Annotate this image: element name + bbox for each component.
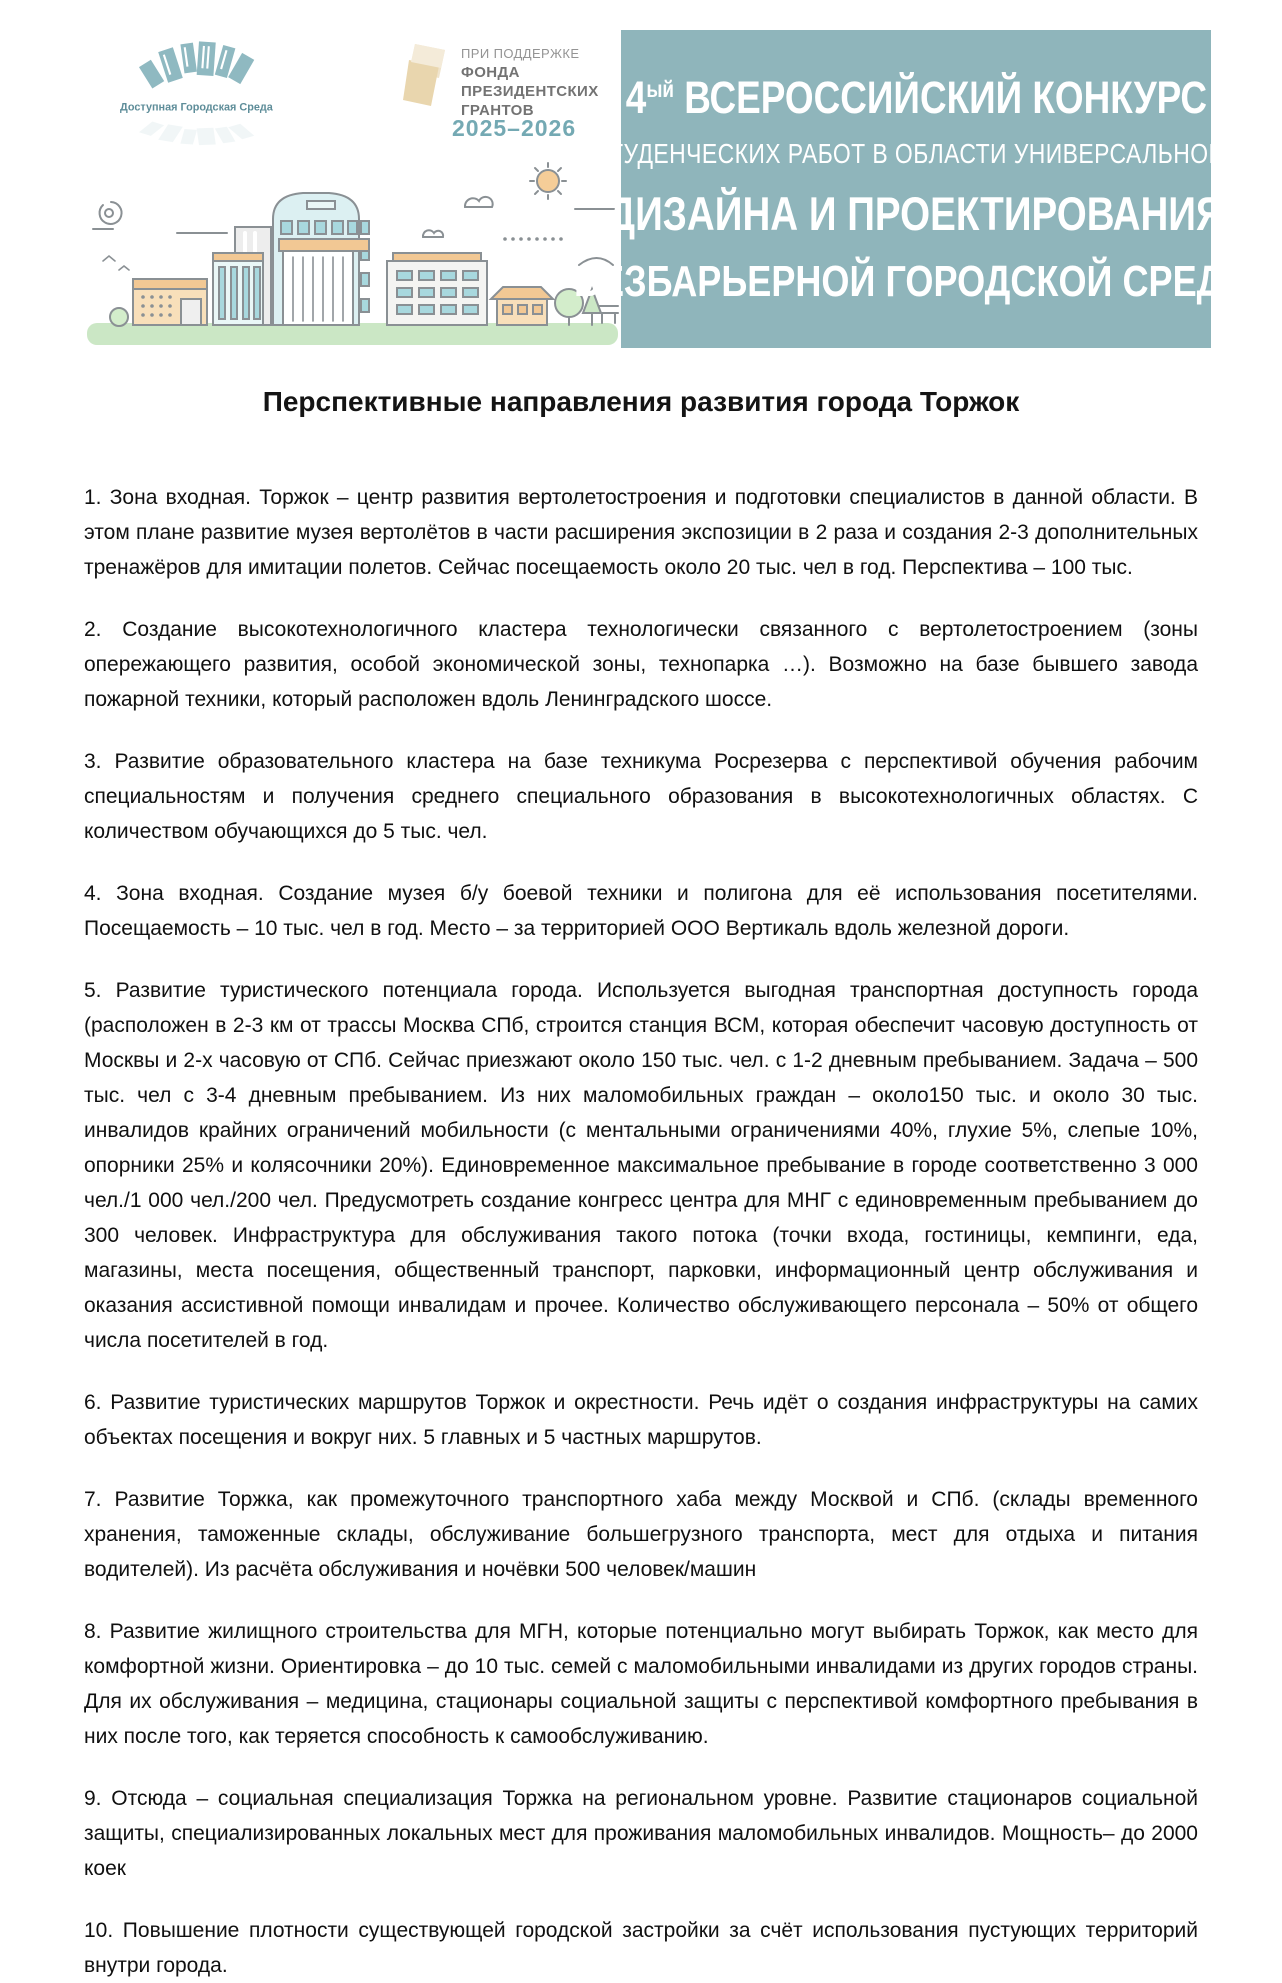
grants-grants-word: ГРАНТОВ — [461, 102, 534, 119]
paragraph-3: 3. Развитие образовательного кластера на базе техникума Росрезерва с перспективой обучения рабочим специальностям и получения среднего специального образования в высокотехнологичных областях. С количеством обучающихся до 5 тыс. чел. — [84, 750, 1198, 843]
grants-support-label: ПРИ ПОДДЕРЖКЕ — [461, 46, 580, 61]
paragraph-10: 10. Повышение плотности существующей городской застройки за счёт использования пустующих территорий внутри города. — [84, 1919, 1198, 1977]
city-logo-label: Доступная Городская Среда — [120, 101, 273, 114]
document-body — [0, 386, 1282, 1983]
contest-number-suffix: ый — [645, 75, 674, 102]
contest-banner — [574, 30, 1258, 348]
banner-line-1 — [625, 72, 1206, 124]
paragraph-4: 4. Зона входная. Создание музея б/у боевой техники и полигона для её использования посетителями. Посещаемость – 10 тыс. чел в год. Место – за территорией ООО Вертикаль вдоль железной дороги. — [84, 882, 1198, 940]
document-header — [0, 0, 1282, 352]
city-illustration — [85, 143, 620, 351]
banner-line-2: СТУДЕНЧЕСКИХ РАБОТ В ОБЛАСТИ УНИВЕРСАЛЬНОГО — [593, 137, 1239, 169]
banner-line-1-text: ВСЕРОССИЙСКИЙ КОНКУРС — [673, 71, 1207, 123]
banner-line-4: БЕЗБАРЬЕРНОЙ ГОРОДСКОЙ СРЕДЫ — [574, 256, 1258, 306]
paragraph-9: 9. Отсюда – социальная специализация Торжка на региональном уровне. Развитие стационаров социальной защиты, специализированных локальных мест для проживания маломобильных инвалидов. Мощность– до 2000 коек — [84, 1787, 1198, 1880]
page-title: Перспективные направления развития города Торжок — [262, 386, 1020, 417]
sun-icon — [537, 170, 559, 192]
cloud-icon — [465, 197, 493, 207]
contest-years: 2025–2026 — [452, 115, 577, 141]
banner-line-3: ДИЗАЙНА И ПРОЕКТИРОВАНИЯ — [607, 186, 1225, 240]
paragraph-6: 6. Развитие туристических маршрутов Торжок и окрестности. Речь идёт о создания инфраструктуры на самих объектах посещения и вокруг них. 5 главных и 5 частных маршрутов. — [84, 1391, 1198, 1449]
bench-icon — [599, 306, 618, 323]
paragraph-7: 7. Развитие Торжка, как промежуточного транспортного хаба между Москвой и СПб. (склады временного хранения, таможенные склады, обслуживание большегрузного транспорта, мест для отдыха и питания водителей). Из расчёта обслуживания и ночёвки 500 человек/машин — [84, 1488, 1198, 1581]
paragraph-8: 8. Развитие жилищного строительства для МГН, которые потенциально могут выбирать Торжок, как место для комфортной жизни. Ориентировка – до 10 тыс. семей с маломобильными инвалидами из других городов страны. Для их обслуживания – медицина, стационары социальной защиты с перспективой комфортного пребывания в них после того, как теряется способность к самообслуживанию. — [84, 1620, 1198, 1748]
grants-fund-icon — [403, 42, 447, 108]
paragraph-1: 1. Зона входная. Торжок – центр развития вертолетостроения и подготовки специалистов в данной области. В этом плане развитие музея вертолётов в части расширения экспозиции в 2 раза и создания 2-3 дополнительных тренажёров для имитации полетов. Сейчас посещаемость около 20 тыс. чел в год. Перспектива – 100 тыс. — [84, 486, 1198, 579]
paragraph-2: 2. Создание высокотехнологичного кластера технологически связанного с вертолетостроением (зоны опережающего развития, особой экономической зоны, технопарка …). Возможно на базе бывшего завода пожарной техники, который расположен вдоль Ленинградского шоссе. — [84, 618, 1198, 711]
grants-fund-word: ФОНДА — [461, 64, 520, 81]
contest-number: 4 — [625, 71, 646, 123]
grants-presidential-word: ПРЕЗИДЕНТСКИХ — [461, 83, 599, 100]
paragraph-5: 5. Развитие туристического потенциала города. Используется выгодная транспортная доступность города (расположен в 2-3 км от трассы Москва СПб, строится станция ВСМ, которая обеспечит часовую доступность от Москвы и 2-х часовую от СПб. Сейчас приезжают около 150 тыс. чел. с 1-2 дневным пребыванием. Задача – 500 тыс. чел с 3-4 дневным пребыванием. Из них маломобильных граждан – около150 тыс. и около 30 тыс. инвалидов крайних ограничений мобильности (с ментальными ограничениями 40%, глухие 5%, слепые 10%, опорники 25% и колясочники 20%). Единовременное максимальное пребывание в городе соответственно 3 000 чел./1 000 чел./200 чел. Предусмотреть создание конгресс центра для МНГ с единовременным пребыванием до 300 человек. Инфраструктура для обслуживания такого потока (точки входа, гостиницы, кемпинги, еда, магазины, места посещения, общественный транспорт, парковки, информационный центр обслуживания и оказания ассистивной помощи инвалидам и прочее. Количество обслуживающего персонала – 50% от общего числа посетителей в год. — [84, 979, 1198, 1352]
city-skyline-logo-icon — [118, 28, 293, 158]
grants-fund-logo — [403, 42, 599, 120]
